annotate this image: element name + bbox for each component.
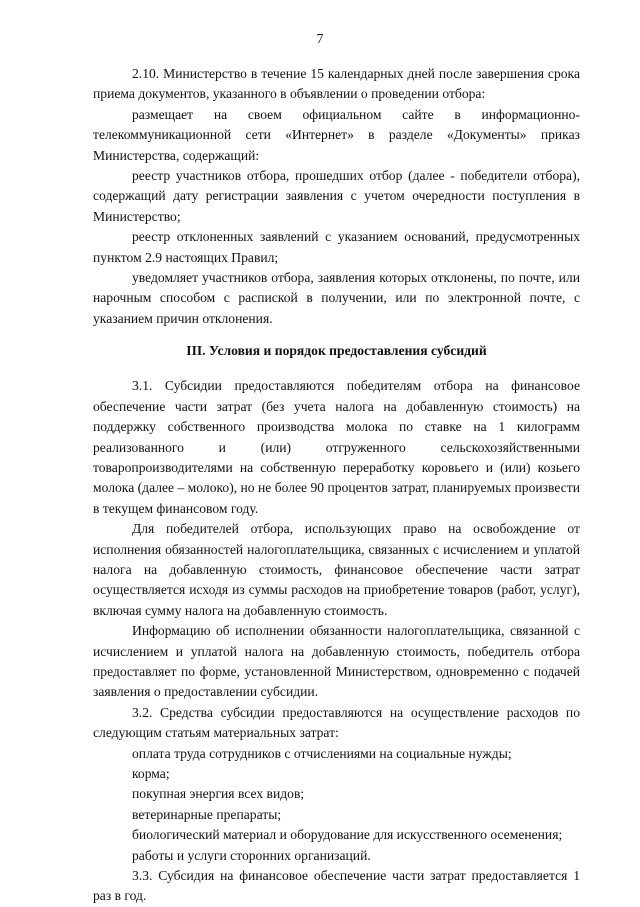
paragraph-3-3: 3.3. Субсидия на финансовое обеспечение части затрат предоставляется 1 раз в год. (93, 868, 580, 904)
paragraph-registry-winners: реестр участников отбора, прошедших отбор (далее - победители отбора), содержащий дату регистрации заявления с учетом очередности поступления в Министерство; (93, 168, 580, 224)
paragraph-registry-rejected: реестр отклоненных заявлений с указанием оснований, предусмотренных пунктом 2.9 настоящих Правил; (93, 229, 580, 265)
list-item-feed: корма; (132, 766, 170, 781)
paragraph-2-10: 2.10. Министерство в течение 15 календарных дней после завершения срока приема документов, указанного в объявлении о проведении отбора: (93, 66, 580, 102)
paragraph-3-1: 3.1. Субсидии предоставляются победителям отбора на финансовое обеспечение части затрат (без учета налога на добавленную стоимость) на поддержку собственного производства молока по ставке на 1 килограмм реализованного и (или) отгруженного сельскохозяйственными товаропроизводителями на собственную переработку коровьего и (или) козьего молока (далее – молоко), но не более 90 процентов затрат, планируемых произвести в текущем финансовом году. (93, 378, 580, 516)
list-item-energy: покупная энергия всех видов; (132, 786, 305, 802)
paragraph-publish: размещает на своем официальном сайте в информационно-телекоммуникационной сети «Интернет» в разделе «Документы» приказ Министерства, содержащий: (93, 106, 580, 163)
section-heading: III. Условия и порядок предоставления субсидий (186, 343, 487, 359)
list-item-salary: оплата труда сотрудников с отчислениями на социальные нужды; (132, 745, 512, 761)
list-item-services: работы и услуги сторонних организаций. (132, 847, 371, 863)
list-item-vet: ветеринарные препараты; (132, 806, 282, 822)
paragraph-vat-exempt: Для победителей отбора, использующих право на освобождение от исполнения обязанностей налогоплательщика, связанных с исчислением и уплатой налога на добавленную стоимость, финансовое обеспечение части затрат осуществляется исходя из суммы расходов на приобретение товаров (работ, услуг), включая сумму налога на добавленную стоимость. (93, 521, 580, 618)
list-item-biomaterial: биологический материал и оборудование для искусственного осеменения; (132, 827, 563, 843)
paragraph-notify: уведомляет участников отбора, заявления которых отклонены, по почте, или нарочным способом с распиской в получении, или по электронной почте, с указанием причин отклонения. (93, 270, 580, 326)
page-number: 7 (316, 31, 324, 46)
paragraph-3-2: 3.2. Средства субсидии предоставляются на осуществление расходов по следующим статьям материальных затрат: (93, 704, 580, 741)
document-body (93, 64, 580, 907)
paragraph-vat-info: Информацию об исполнении обязанности налогоплательщика, связанной с исчислением и уплатой налога на добавленную стоимость, победитель отбора предоставляет по форме, установленной Министерством, одновременно с подачей заявления о предоставлении субсидии. (93, 623, 580, 700)
